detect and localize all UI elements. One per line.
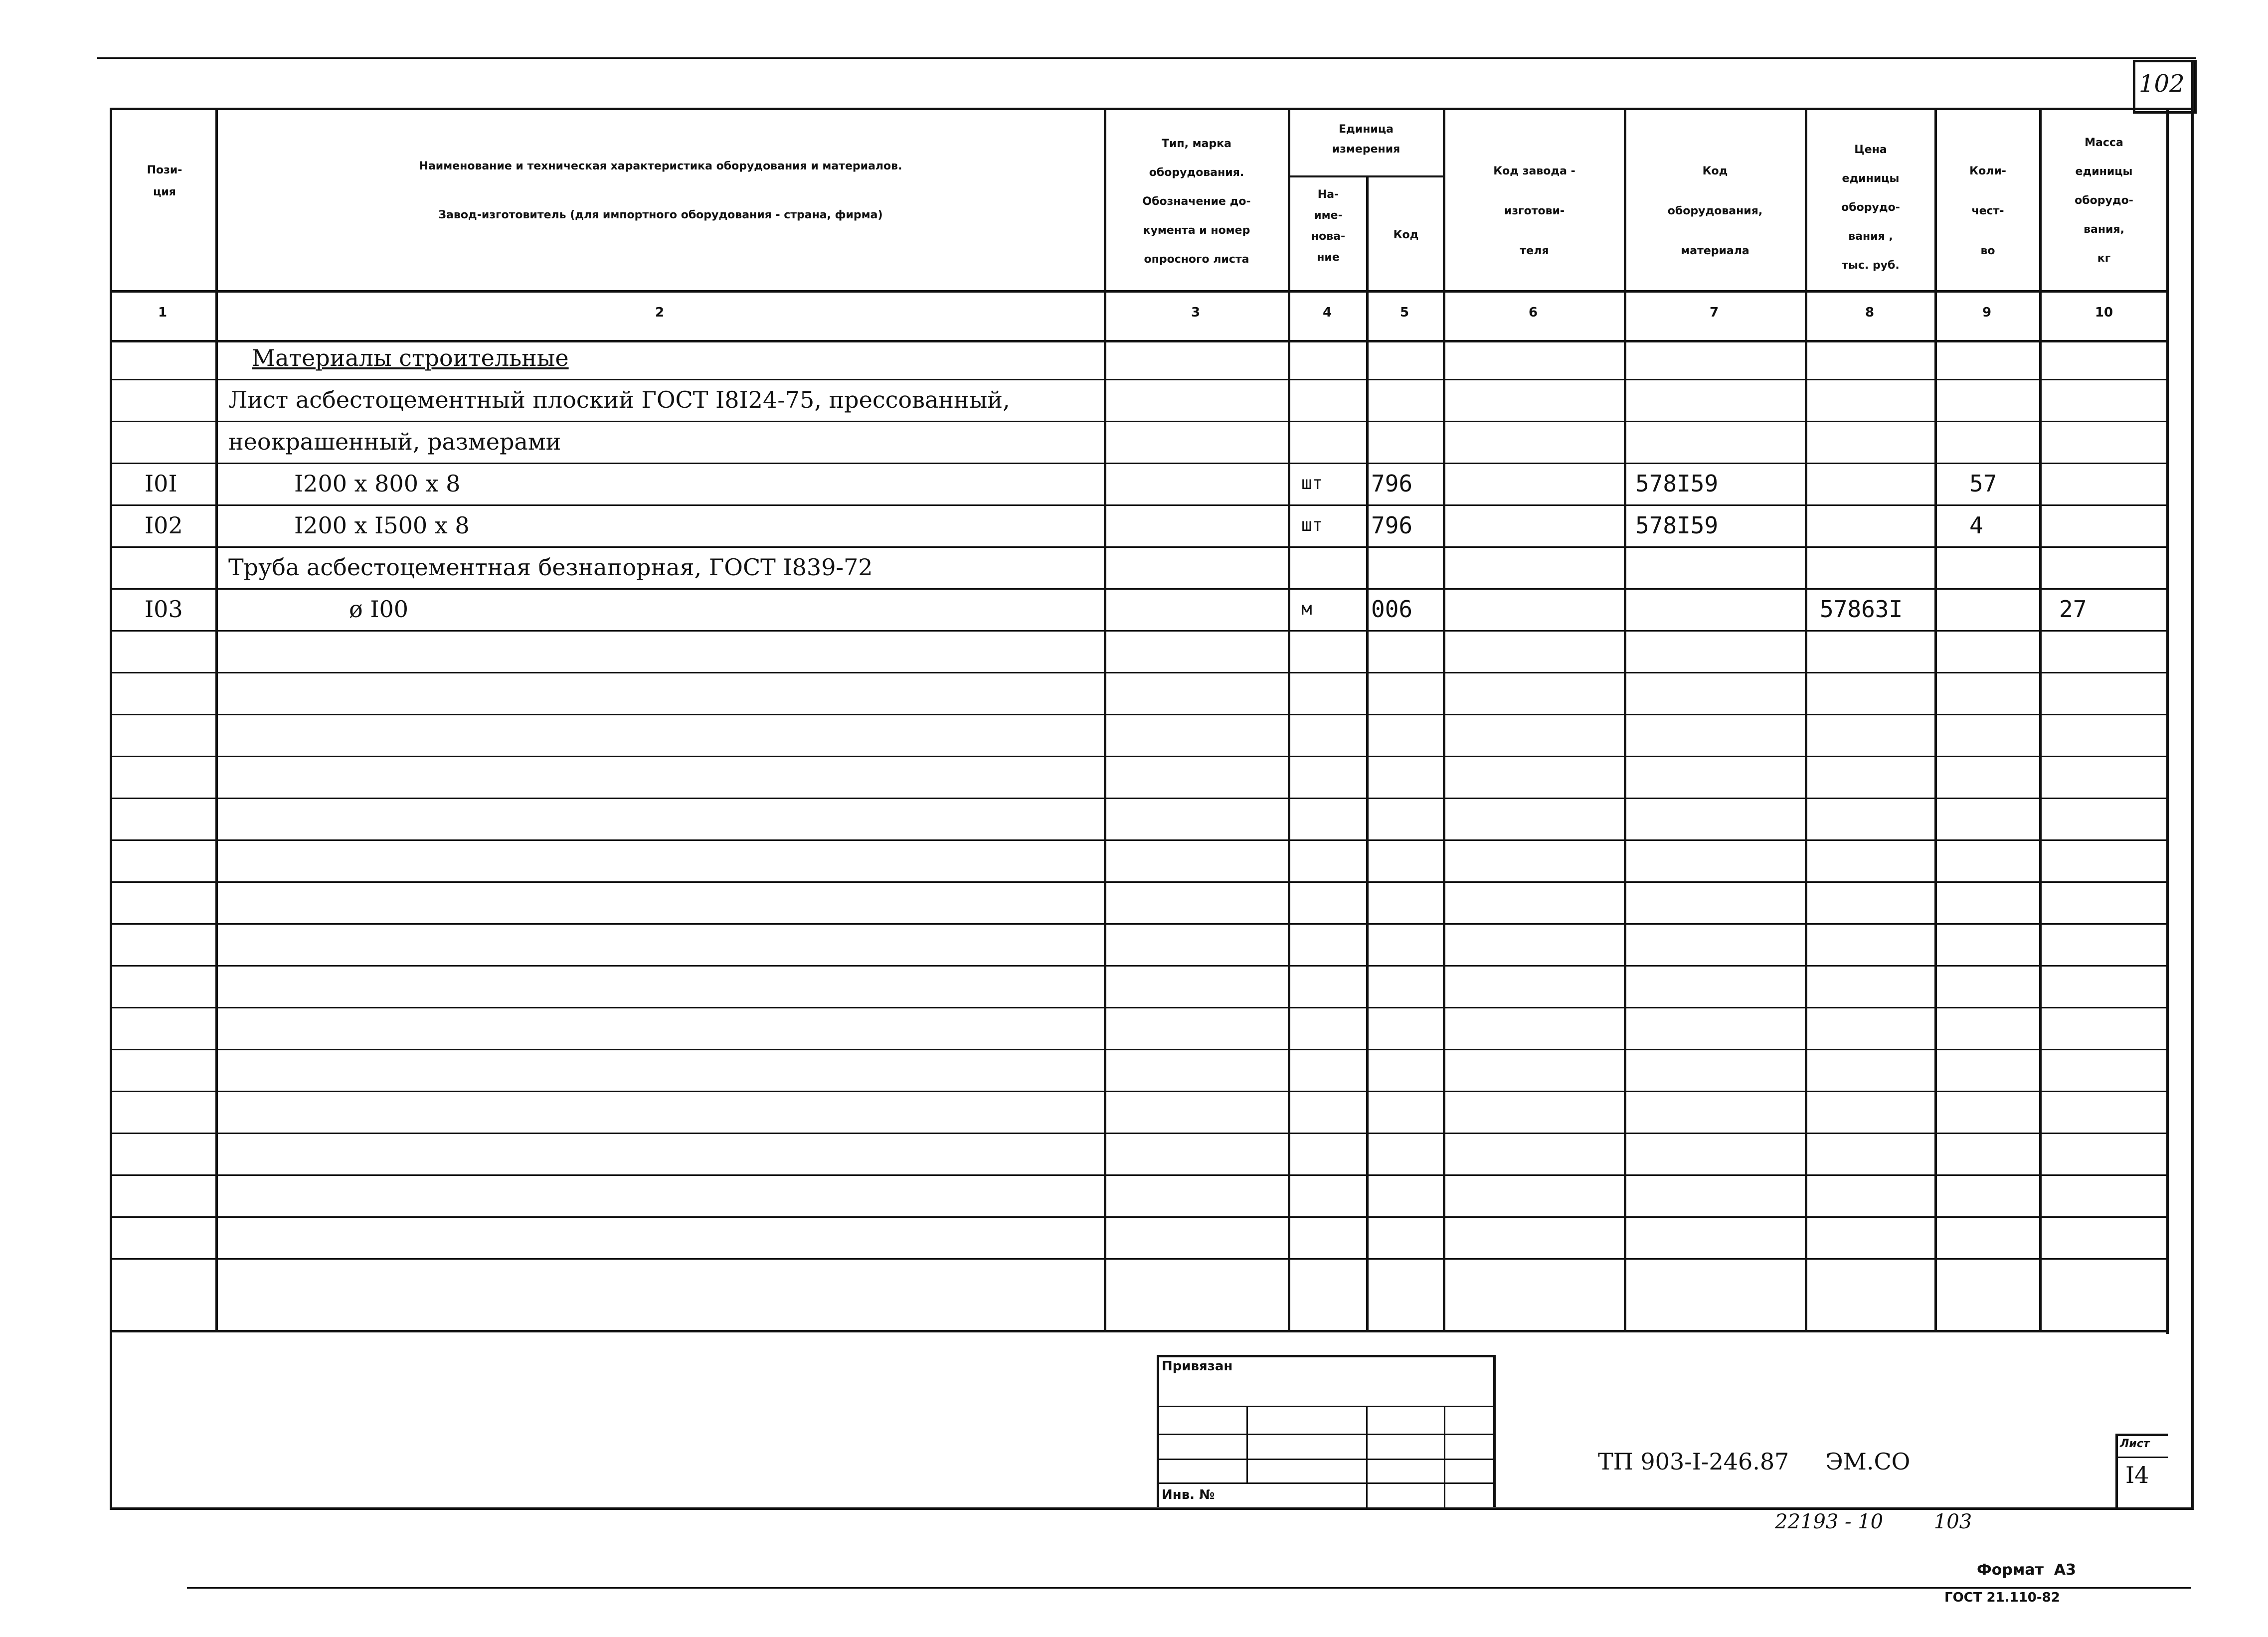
footer-rule: [187, 1587, 2191, 1589]
column-number: 8: [1865, 305, 1875, 320]
row-divider: [110, 1049, 2169, 1050]
header-name-line2: Завод-изготовитель (для импортного оборудования - страна, фирма): [438, 209, 883, 221]
row-mass: 27: [2059, 596, 2087, 623]
row-divider: [110, 1133, 2169, 1134]
row-unit-name: шт: [1301, 515, 1323, 535]
header-unit-code: Код: [1393, 229, 1419, 241]
format-label: Формат А3: [1977, 1561, 2076, 1579]
row-divider: [110, 965, 2169, 967]
row-material-code: 578I59: [1635, 512, 1719, 539]
unit-group-divider: [1288, 175, 1445, 177]
row-divider: [110, 923, 2169, 925]
page-number: 102: [2139, 70, 2185, 98]
header-material-code: Код оборудования, материала: [1667, 165, 1763, 257]
row-price: 57863I: [1820, 596, 1903, 623]
row-divider: [110, 798, 2169, 799]
header-bottom: [110, 290, 2169, 293]
row-divider: [110, 630, 2169, 632]
row-divider: [110, 756, 2169, 757]
column-number: 7: [1709, 305, 1719, 320]
header-quantity: Коли- чест- во: [1969, 165, 2006, 257]
header-price: Цена единицы оборудо- вания , тыс. руб.: [1841, 144, 1900, 272]
col-line-6: [1624, 108, 1626, 1332]
column-number: 5: [1399, 305, 1409, 320]
header-name-line1: Наименование и техническая характеристика оборудования и материалов.: [419, 160, 902, 172]
frame-left: [110, 108, 112, 1508]
row-divider: [110, 672, 2169, 673]
col-line-5: [1443, 108, 1445, 1332]
frame-bottom: [110, 1507, 2194, 1510]
sheet-box-divider: [2115, 1457, 2168, 1458]
row-divider: [110, 1174, 2169, 1176]
header-type-mark: Тип, марка оборудования. Обозначение до- кумента и номер опросного листа: [1142, 138, 1251, 266]
row-unit-name: м: [1301, 599, 1312, 619]
row-position: I03: [145, 596, 183, 623]
table-bottom: [110, 1330, 2169, 1332]
frame-top: [110, 108, 2194, 110]
column-number: 1: [158, 305, 168, 320]
row-name: I200 x I500 x 8: [294, 512, 470, 539]
stamp-inv-label: Инв. №: [1162, 1487, 1215, 1502]
row-divider: [110, 1007, 2169, 1008]
column-number: 10: [2094, 305, 2113, 320]
column-number: 4: [1322, 305, 1332, 320]
gost-label: ГОСТ 21.110-82: [1944, 1590, 2060, 1605]
row-position: I02: [145, 512, 183, 539]
header-plant-code: Код завода - изготови- теля: [1493, 165, 1575, 257]
row-divider: [110, 714, 2169, 715]
row-unit-name: шт: [1301, 473, 1323, 493]
row-name: Труба асбестоцементная безнапорная, ГОСТ I839-72: [228, 554, 873, 581]
handwritten-number: 22193 - 10 103: [1775, 1510, 1972, 1533]
col-line-9: [2039, 108, 2042, 1332]
sheet-label: Лист: [2120, 1438, 2150, 1450]
top-rule: [97, 57, 2196, 59]
row-name: Лист асбестоцементный плоский ГОСТ I8I24-75, прессованный,: [228, 386, 1010, 413]
row-position: I0I: [145, 470, 177, 497]
frame-right: [2191, 60, 2194, 1508]
row-unit-code: 006: [1371, 596, 1413, 623]
row-quantity: 4: [1969, 512, 1983, 539]
row-divider: [110, 1091, 2169, 1092]
stamp-vline-1: [1246, 1406, 1248, 1483]
stamp-vline-3: [1444, 1406, 1445, 1507]
col-line-3: [1288, 108, 1290, 1332]
header-mass: Масса единицы оборудо- вания, кг: [2075, 137, 2133, 265]
stamp-vline-2: [1366, 1406, 1368, 1507]
sheet-number: I4: [2125, 1462, 2149, 1488]
row-material-code: 578I59: [1635, 470, 1719, 497]
column-number: 9: [1982, 305, 1992, 320]
row-divider: [110, 881, 2169, 883]
row-name: I200 x 800 x 8: [294, 470, 461, 497]
stamp-doc-code: ТП 903-I-246.87 ЭМ.СО: [1598, 1448, 1911, 1475]
header-unit-name: На- име- нова- ние: [1311, 188, 1346, 264]
column-number: 6: [1528, 305, 1538, 320]
header-position: Пози- ция: [147, 164, 182, 198]
col-line-8: [1934, 108, 1937, 1332]
header-unit-group: Единица измерения: [1332, 123, 1400, 156]
col-line-4: [1366, 175, 1369, 1332]
row-name: ø I00: [349, 596, 409, 623]
row-unit-code: 796: [1371, 512, 1413, 539]
row-name: Материалы строительные: [252, 344, 569, 371]
row-divider: [110, 1216, 2169, 1218]
row-divider: [110, 839, 2169, 841]
column-number: 3: [1191, 305, 1201, 320]
row-unit-code: 796: [1371, 470, 1413, 497]
row-divider: [110, 1258, 2169, 1260]
col-line-2: [1104, 108, 1106, 1332]
row-quantity: 57: [1969, 470, 1997, 497]
column-number: 2: [655, 305, 665, 320]
row-name: неокрашенный, размерами: [228, 428, 561, 455]
col-line-1: [215, 108, 218, 1332]
col-line-7: [1805, 108, 1807, 1332]
stamp-privyazan-label: Привязан: [1162, 1359, 1233, 1374]
